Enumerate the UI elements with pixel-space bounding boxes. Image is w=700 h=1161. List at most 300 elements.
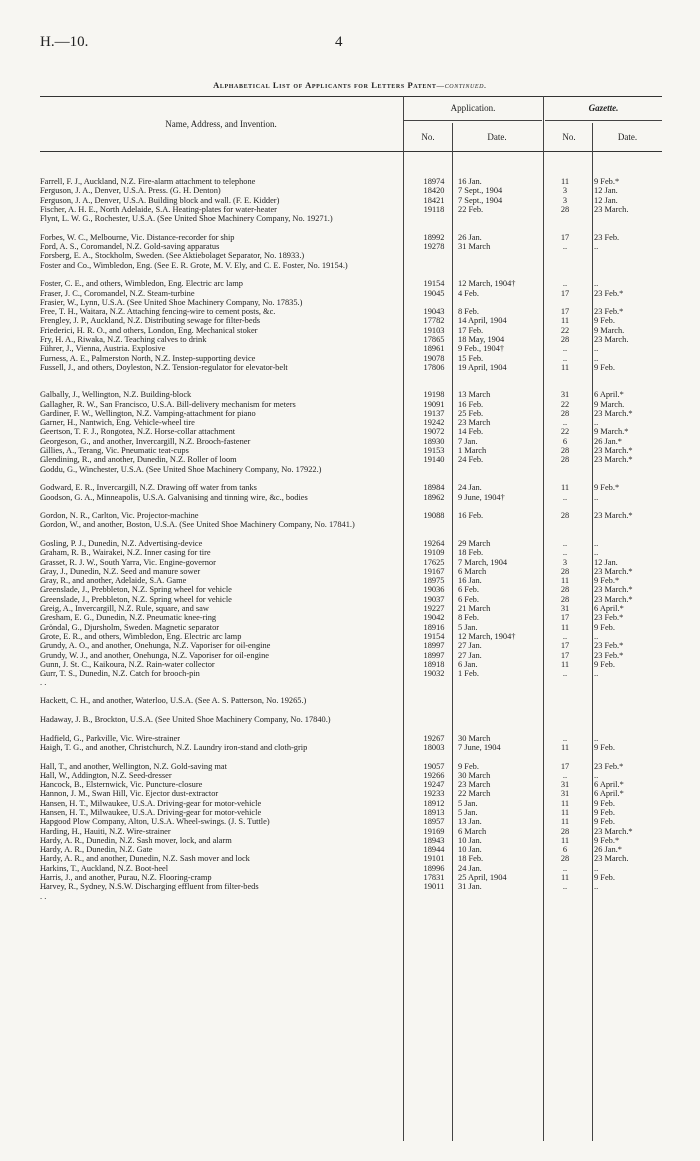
application-number: 18961 <box>423 344 445 354</box>
application-date: 6 March <box>458 826 487 836</box>
table-row <box>40 316 662 325</box>
gazette-date: 23 March. <box>594 335 629 345</box>
application-number: 19072 <box>423 427 445 437</box>
gazette-no-header: No. <box>562 132 576 142</box>
applicant-entry <box>40 465 395 474</box>
applicant-text: Greenslade, J., Prebbleton, N.Z. Spring wheel for vehicle <box>40 585 232 595</box>
applicant-text: Farrell, F. J., Auckland, N.Z. Fire-alarm attachment to telephone <box>40 177 256 186</box>
application-number: 18975 <box>423 576 445 586</box>
table-row <box>40 409 662 418</box>
gazette-number: .. <box>562 279 568 289</box>
application-date: 6 Feb. <box>458 585 479 595</box>
table-row <box>40 743 662 762</box>
gazette-date: 26 Jan.* <box>594 436 622 446</box>
application-date: 14 April, 1904 <box>458 316 507 326</box>
gazette-date: 6 April.* <box>594 390 624 400</box>
section-gap <box>40 159 662 177</box>
applicant-text: Fischer, A. H. E., North Adelaide, S.A. Heating-plates for water-heater <box>40 204 277 214</box>
application-date: 5 Jan. <box>458 622 478 632</box>
table-row <box>40 873 662 882</box>
table-row <box>40 214 662 233</box>
table-row <box>40 307 662 316</box>
application-number: 18997 <box>423 641 445 651</box>
gazette-date: .. <box>594 669 599 679</box>
applicant-text: Furness, A. E., Palmerston North, N.Z. Instep-supporting device <box>40 353 256 363</box>
name-column-header: Name, Address, and Invention. <box>165 119 277 129</box>
applicant-text: Grasset, R. J. W., South Yarra, Vic. Engine-governor <box>40 557 216 567</box>
application-date: 21 March <box>458 604 491 614</box>
gazette-number: 11 <box>560 798 570 808</box>
application-number: 19278 <box>423 242 445 252</box>
application-date: 16 Feb. <box>458 511 484 521</box>
gazette-number: 31 <box>560 789 570 799</box>
application-number: 19198 <box>423 390 445 400</box>
gazette-date: 23 March.* <box>594 585 633 595</box>
gazette-date: 6 April.* <box>594 604 624 614</box>
gazette-date: 9 Feb.* <box>594 835 620 845</box>
applicant-text: Fry, H. A., Riwaka, N.Z. Teaching calves to drink <box>40 335 207 345</box>
application-date: 27 Jan. <box>458 641 482 651</box>
applicant-text: Garner, H., Nantwich, Eng. Vehicle-wheel tire <box>40 418 195 428</box>
application-date: 31 Jan. <box>458 882 482 892</box>
applicant-entry <box>40 715 395 724</box>
application-number: 17806 <box>423 362 445 372</box>
application-date: 27 Jan. <box>458 650 482 660</box>
application-date: 1 Feb. <box>458 669 479 679</box>
application-date: 22 Feb. <box>458 204 484 214</box>
table-row <box>40 762 662 771</box>
gazette-date: .. <box>594 279 599 289</box>
application-number: 19266 <box>423 770 445 780</box>
gazette-date: 9 Feb. <box>594 808 615 817</box>
applicant-entry <box>40 641 395 650</box>
gazette-date: 9 Feb. <box>594 742 615 752</box>
gazette-date: 9 Feb.* <box>594 483 620 493</box>
gazette-date: 23 March.* <box>594 455 633 465</box>
application-date: 12 March, 1904† <box>458 279 516 289</box>
applicant-text: Fussell, J., and others, Doyleston, N.Z. Tension-regulator for elevator-belt <box>40 362 288 372</box>
applicant-text: Fraser, J. C., Coromandel, N.Z. Steam-turbine <box>40 288 195 298</box>
gazette-number: 28 <box>560 585 570 595</box>
application-number: 19037 <box>423 594 445 604</box>
gazette-date: 9 Feb.* <box>594 576 620 586</box>
gazette-number: 22 <box>560 427 570 437</box>
table-row <box>40 854 662 863</box>
gazette-date: .. <box>594 882 599 892</box>
gazette-date: 9 Feb. <box>594 622 615 632</box>
gazette-number: .. <box>562 863 568 873</box>
application-date: 24 Jan. <box>458 863 482 873</box>
gazette-date: .. <box>594 242 599 252</box>
application-number: 18984 <box>423 483 445 493</box>
applicant-text: Gillies, A., Terang, Vic. Pneumatic teat-cups <box>40 446 189 456</box>
applicant-text: Gosling, P. J., Dunedin, N.Z. Advertising-device <box>40 538 203 548</box>
application-number: 18957 <box>423 817 445 827</box>
applicant-text: Hardy, A. R., and another, Dunedin, N.Z. Sash mover and lock <box>40 854 250 864</box>
application-number: 18944 <box>423 845 445 855</box>
applicant-text: Frengley, J. P., Auckland, N.Z. Distributing sewage for filter-beds <box>40 316 261 326</box>
table-row <box>40 354 662 363</box>
applicant-text: Führer, J., Vienna, Austria. Explosive <box>40 344 166 354</box>
gazette-date: 23 Feb.* <box>594 641 624 651</box>
application-number: 19247 <box>423 780 445 790</box>
applicant-text: Ford, A. S., Coromandel, N.Z. Gold-saving apparatus <box>40 242 220 252</box>
application-date: 23 March <box>458 780 491 790</box>
gazette-number: 28 <box>560 566 570 576</box>
applicant-text: Harding, H., Hauiti, N.Z. Wire-strainer <box>40 826 171 836</box>
gazette-date: 9 March. <box>594 399 625 409</box>
application-date-header: Date. <box>487 132 507 142</box>
applicant-text: Hapgood Plow Company, Alton, U.S.A. Wheel-swings. (J. S. Tuttle) <box>40 817 270 827</box>
gazette-date: 9 Feb. <box>594 873 615 883</box>
application-number: 19154 <box>423 631 445 641</box>
application-number: 18912 <box>423 798 445 808</box>
table-row <box>40 326 662 335</box>
application-number: 18943 <box>423 835 445 845</box>
table-row <box>40 558 662 567</box>
applicant-text: Gallagher, R. W., San Francisco, U.S.A. Bill-delivery mechanism for meters <box>40 399 296 409</box>
applicant-text: Georgeson, G., and another, Invercargill, N.Z. Brooch-fastener <box>40 436 251 446</box>
table-row <box>40 734 662 743</box>
gazette-date: 12 Jan. <box>594 557 618 567</box>
applicant-text: Gardiner, F. W., Wellington, N.Z. Vamping-attachment for piano <box>40 408 256 418</box>
gazette-date: 23 March. <box>594 204 629 214</box>
gazette-number: .. <box>562 548 568 558</box>
application-date: 9 Feb. <box>458 761 479 771</box>
gazette-number: 17 <box>560 613 570 623</box>
application-number: 18974 <box>423 177 445 186</box>
gazette-number: 11 <box>560 659 570 669</box>
table-row <box>40 780 662 789</box>
application-number: 19043 <box>423 307 445 317</box>
application-number: 18930 <box>423 436 445 446</box>
application-date: 30 March <box>458 733 491 743</box>
application-number: 19042 <box>423 613 445 623</box>
application-date: 24 Feb. <box>458 455 484 465</box>
application-number: 19091 <box>423 399 445 409</box>
applicant-text: Glendining, R., and another, Dunedin, N.Z. Roller of loom <box>40 455 237 465</box>
applicant-entry <box>40 205 395 214</box>
applicant-text: Foster, C. E., and others, Wimbledon, Eng. Electric arc lamp <box>40 279 243 289</box>
table-row <box>40 455 662 464</box>
application-number: 19227 <box>423 604 445 614</box>
table-row <box>40 196 662 205</box>
application-date: 16 Jan. <box>458 177 482 186</box>
table-row <box>40 233 662 242</box>
gazette-number: 11 <box>560 483 570 493</box>
applicant-entry <box>40 493 395 502</box>
gazette-date: 6 April.* <box>594 789 624 799</box>
section-gap <box>40 372 662 390</box>
applicant-entry <box>40 400 395 409</box>
application-date: 16 Jan. <box>458 576 482 586</box>
application-date: 13 March <box>458 390 491 400</box>
application-date: 18 Feb. <box>458 548 484 558</box>
application-date: 25 Feb. <box>458 408 484 418</box>
table-row <box>40 827 662 836</box>
table-row <box>40 595 662 604</box>
application-date: 6 March <box>458 566 487 576</box>
gazette-number: 3 <box>562 195 568 205</box>
table-row <box>40 437 662 446</box>
applicant-text: Grundy, A. O., and another, Onehunga, N.Z. Vaporiser for oil-engine <box>40 641 271 651</box>
gazette-number: 11 <box>560 817 570 827</box>
applicant-text: Ferguson, J. A., Denver, U.S.A. Building block and wall. (F. E. Kidder) <box>40 195 280 205</box>
gazette-number: 11 <box>560 177 570 186</box>
gazette-number: .. <box>562 353 568 363</box>
header-rule <box>545 120 662 121</box>
gazette-number: .. <box>562 344 568 354</box>
table-row <box>40 632 662 641</box>
applicant-text: Gresham, E. G., Dunedin, N.Z. Pneumatic knee-ring <box>40 613 217 623</box>
applicant-text: Hadaway, J. B., Brockton, U.S.A. (See United Shoe Machinery Company, No. 17840.) <box>40 715 331 725</box>
applicant-text: Gunn, J. St. C., Kaikoura, N.Z. Rain-water collector <box>40 659 215 669</box>
gazette-number: 31 <box>560 390 570 400</box>
gazette-number: 31 <box>560 604 570 614</box>
table-row <box>40 548 662 557</box>
gazette-number: 11 <box>560 316 570 326</box>
table-row <box>40 205 662 214</box>
gazette-date: 23 Feb.* <box>594 761 624 771</box>
gazette-date: 23 March. <box>594 854 629 864</box>
applicant-text: Gordon, N. R., Carlton, Vic. Projector-machine <box>40 511 199 521</box>
application-date: 18 May, 1904 <box>458 335 505 345</box>
applicant-text: Hansen, H. T., Milwaukee, U.S.A. Driving-gear for motor-vehicle <box>40 798 262 808</box>
applicant-text: Grote, E. R., and others, Wimbledon, Eng. Electric arc lamp <box>40 631 242 641</box>
application-number: 19233 <box>423 789 445 799</box>
applicant-text: Harris, J., and another, Purau, N.Z. Flooring-cramp <box>40 873 212 883</box>
gazette-date: 9 March.* <box>594 427 629 437</box>
application-date: 15 Feb. <box>458 353 484 363</box>
gazette-date: 23 Feb. <box>594 232 620 242</box>
applicant-text: Free, T. H., Waitara, N.Z. Attaching fencing-wire to cement posts, &c. <box>40 307 276 317</box>
application-column-header: Application. <box>450 103 496 113</box>
application-number: 19118 <box>423 204 445 214</box>
application-date: 12 March, 1904† <box>458 631 516 641</box>
application-number: 19032 <box>423 669 445 679</box>
application-number: 19078 <box>423 353 445 363</box>
application-date: 18 Feb. <box>458 854 484 864</box>
application-date: 9 June, 1904† <box>458 492 505 502</box>
table-row <box>40 427 662 436</box>
table-row <box>40 696 662 715</box>
applicant-entry <box>40 196 395 205</box>
gazette-number: 11 <box>560 622 570 632</box>
page-number: 4 <box>335 34 343 50</box>
applicant-entry <box>40 214 395 223</box>
header-rule <box>404 120 542 121</box>
table-row <box>40 567 662 576</box>
table-row <box>40 539 662 548</box>
applicant-text: Goddu, G., Winchester, U.S.A. (See United Shoe Machinery Company, No. 17922.) <box>40 464 322 474</box>
application-number: 19036 <box>423 585 445 595</box>
applicant-text: Hansen, H. T., Milwaukee, U.S.A. Driving-gear for motor-vehicle <box>40 808 262 817</box>
application-number: 17865 <box>423 335 445 345</box>
gazette-number: 22 <box>560 325 570 335</box>
table-row <box>40 511 662 520</box>
gazette-date: 9 Feb. <box>594 659 615 669</box>
applicant-text: Godward, E. R., Invercargill, N.Z. Drawing off water from tanks <box>40 483 257 493</box>
gazette-date: 23 March.* <box>594 826 633 836</box>
table-row <box>40 799 662 808</box>
gazette-date: 6 April.* <box>594 780 624 790</box>
gazette-date: .. <box>594 418 599 428</box>
applicant-text: Hancock, B., Elsternwick, Vic. Puncture-closure <box>40 780 203 790</box>
application-date: 9 Feb., 1904† <box>458 344 505 354</box>
application-date: 24 Jan. <box>458 483 482 493</box>
gazette-date: 23 March.* <box>594 446 633 456</box>
gazette-date: 9 March. <box>594 325 625 335</box>
application-number: 18916 <box>423 622 445 632</box>
gazette-date: .. <box>594 538 599 548</box>
table-row <box>40 613 662 622</box>
applicant-text: Gurr, T. S., Dunedin, N.Z. Catch for brooch-pin <box>40 669 200 679</box>
application-number: 18918 <box>423 659 445 669</box>
table-row <box>40 279 662 288</box>
table-row <box>40 669 662 678</box>
gazette-date: 9 Feb. <box>594 316 615 326</box>
application-date: 10 Jan. <box>458 845 482 855</box>
table-row <box>40 623 662 632</box>
application-number: 17831 <box>423 873 445 883</box>
gazette-date-header: Date. <box>617 132 638 142</box>
application-number: 19137 <box>423 408 445 418</box>
list-title-continued: —continued. <box>436 80 487 90</box>
gazette-column-header: Gazette. <box>588 103 619 113</box>
application-number: 17782 <box>423 316 445 326</box>
table-row <box>40 177 662 186</box>
application-date: 13 Jan. <box>458 817 482 827</box>
applicant-text: Hardy, A. R., Dunedin, N.Z. Gate <box>40 845 153 855</box>
table-header <box>40 96 662 152</box>
application-date: 19 April, 1904 <box>458 362 507 372</box>
gazette-date: .. <box>594 353 599 363</box>
table-row <box>40 418 662 427</box>
gazette-number: 11 <box>560 742 570 752</box>
application-date: 5 Jan. <box>458 798 478 808</box>
applicant-text: Harkins, T., Auckland, N.Z. Boot-heel <box>40 863 169 873</box>
application-number: 18913 <box>423 808 445 817</box>
applicant-entry <box>40 520 395 529</box>
gazette-number: 6 <box>562 845 568 855</box>
gazette-date: 26 Jan.* <box>594 845 622 855</box>
gazette-date: .. <box>594 733 599 743</box>
page-identifier: H.—10. <box>40 34 89 50</box>
gazette-date: 23 March.* <box>594 408 633 418</box>
application-date: 7 Jan. <box>458 436 478 446</box>
applicant-text: Graham, R. B., Wairakei, N.Z. Inner casing for tire <box>40 548 211 558</box>
applicant-entry <box>40 298 395 307</box>
applicant-text: Goodson, G. A., Minneapolis, U.S.A. Galvanising and tinning wire, &c., bodies <box>40 492 308 502</box>
gazette-number: .. <box>562 492 568 502</box>
application-number: 18996 <box>423 863 445 873</box>
application-date: 1 March <box>458 446 487 456</box>
table-row <box>40 483 662 492</box>
gazette-number: 17 <box>560 232 570 242</box>
gazette-number: .. <box>562 770 568 780</box>
table-row <box>40 864 662 873</box>
application-number: 19264 <box>423 538 445 548</box>
table-row <box>40 771 662 780</box>
table-row <box>40 298 662 307</box>
gazette-number: .. <box>562 538 568 548</box>
gazette-number: 17 <box>560 288 570 298</box>
gazette-date: 23 Feb.* <box>594 288 624 298</box>
application-number: 19109 <box>423 548 445 558</box>
gazette-number: 28 <box>560 455 570 465</box>
gazette-date: .. <box>594 631 599 641</box>
gazette-date: 23 March.* <box>594 566 633 576</box>
application-number: 19169 <box>423 826 445 836</box>
gazette-number: 6 <box>562 436 568 446</box>
applicant-text: Gray, R., and another, Adelaide, S.A. Game <box>40 576 187 586</box>
table-row <box>40 186 662 195</box>
gazette-date: 9 Feb. <box>594 817 615 827</box>
table-row <box>40 789 662 798</box>
gazette-number: .. <box>562 418 568 428</box>
application-number: 18997 <box>423 650 445 660</box>
table-row <box>40 261 662 280</box>
table-row <box>40 493 662 512</box>
table-row <box>40 715 662 734</box>
table-row <box>40 344 662 353</box>
table-row <box>40 882 662 891</box>
application-number: 18420 <box>423 186 445 196</box>
gazette-number: 17 <box>560 307 570 317</box>
application-date: 5 Jan. <box>458 808 478 817</box>
gazette-number: 17 <box>560 761 570 771</box>
application-date: 30 March <box>458 770 491 780</box>
list-title <box>0 80 700 90</box>
applicant-entry <box>40 882 395 901</box>
table-row <box>40 604 662 613</box>
gazette-date: 9 Feb. <box>594 798 615 808</box>
application-date: 17 Feb. <box>458 325 484 335</box>
table-row <box>40 400 662 409</box>
applicant-entry <box>40 696 395 705</box>
table-row <box>40 641 662 650</box>
applicant-text: Harvey, R., Sydney, N.S.W. Discharging effluent from filter-beds <box>40 882 259 892</box>
application-date: 22 March <box>458 789 491 799</box>
gazette-number: 3 <box>562 557 568 567</box>
gazette-number: .. <box>562 733 568 743</box>
application-number: 19167 <box>423 566 445 576</box>
applicant-text: Haigh, T. G., and another, Christchurch, N.Z. Laundry iron-stand and cloth-grip <box>40 742 308 752</box>
gazette-date: .. <box>594 492 599 502</box>
gazette-date: .. <box>594 863 599 873</box>
gazette-date: .. <box>594 344 599 354</box>
applicant-text: Gray, J., Dunedin, N.Z. Seed and manure sower <box>40 566 201 576</box>
gazette-date: 23 Feb.* <box>594 613 624 623</box>
gazette-date: 23 March.* <box>594 511 633 521</box>
gazette-number: 28 <box>560 204 570 214</box>
applicant-text: Flynt, L. W. G., Rochester, U.S.A. (See United Shoe Machinery Company, No. 19271.) <box>40 214 333 224</box>
gazette-number: 28 <box>560 826 570 836</box>
table-row <box>40 289 662 298</box>
gazette-number: 17 <box>560 650 570 660</box>
applicant-text: Hall, W., Addington, N.Z. Seed-dresser <box>40 770 172 780</box>
application-number: 18962 <box>423 492 445 502</box>
application-date: 8 Feb. <box>458 307 479 317</box>
application-date: 10 Jan. <box>458 835 482 845</box>
applicant-text: Hall, T., and another, Wellington, N.Z. Gold-saving mat <box>40 761 227 771</box>
table-row <box>40 651 662 660</box>
application-number: 18421 <box>423 195 445 205</box>
application-number: 19045 <box>423 288 445 298</box>
application-date: 7 June, 1904 <box>458 742 501 752</box>
application-date: 14 Feb. <box>458 427 484 437</box>
application-date: 7 Sept., 1904 <box>458 195 503 205</box>
